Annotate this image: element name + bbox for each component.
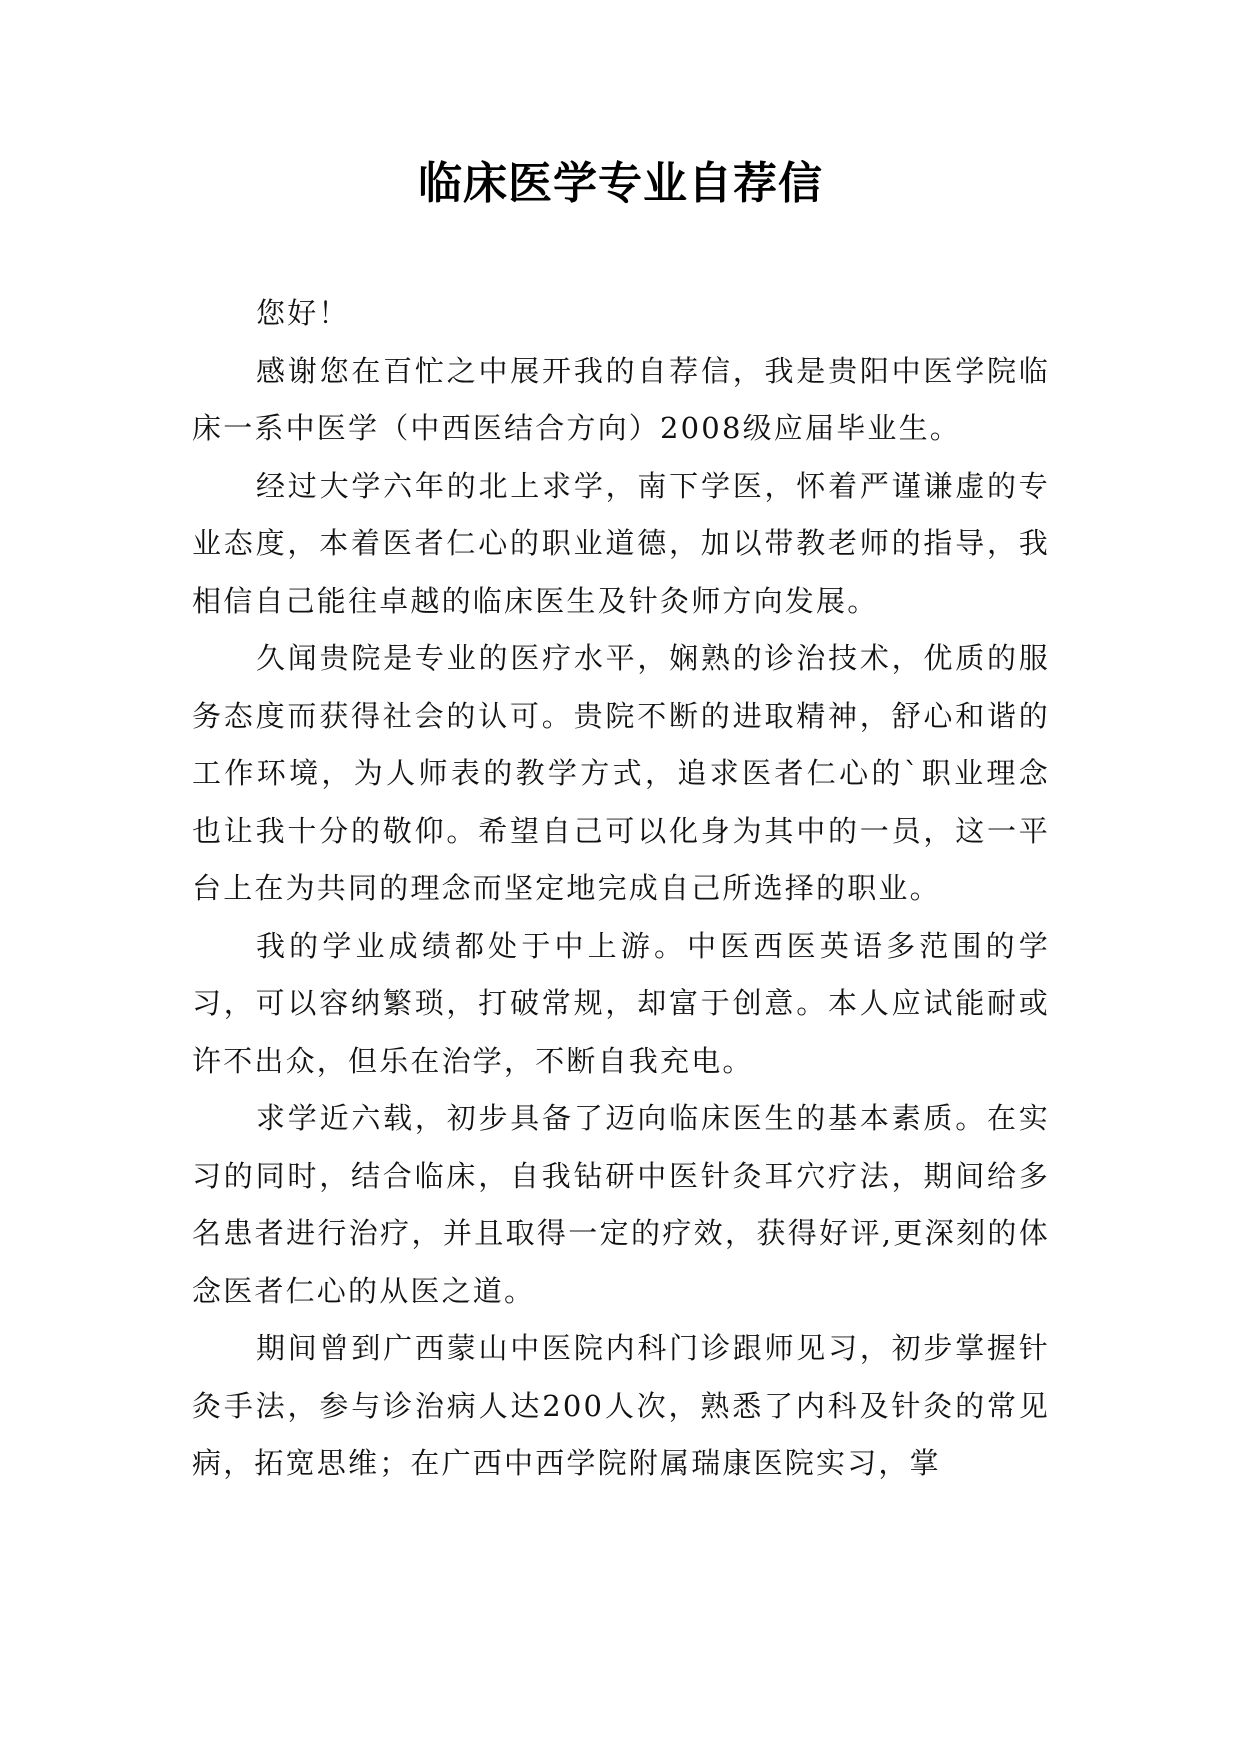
body-paragraph: 感谢您在百忙之中展开我的自荐信，我是贵阳中医学院临床一系中医学（中西医结合方向）2008级应届毕业生。 xyxy=(192,353,1050,445)
body-paragraph: 久闻贵院是专业的医疗水平，娴熟的诊治技术，优质的服务态度而获得社会的认可。贵院不断的进取精神，舒心和谐的工作环境，为人师表的教学方式，追求医者仁心的`职业理念也让我十分的敬仰。希望自己可以化身为其中的一员，这一平台上在为共同的理念而坚定地完成自己所选择的职业。 xyxy=(192,641,1050,905)
body-paragraph: 期间曾到广西蒙山中医院内科门诊跟师见习，初步掌握针灸手法，参与诊治病人达200人次，熟悉了内科及针灸的常见病，拓宽思维；在广西中西学院附属瑞康医院实习，掌 xyxy=(192,1331,1050,1480)
document-title: 临床医学专业自荐信 xyxy=(418,158,823,209)
greeting-paragraph: 您好！ xyxy=(256,296,350,330)
document-body xyxy=(192,285,1050,1493)
body-paragraph: 经过大学六年的北上求学，南下学医，怀着严谨谦虚的专业态度，本着医者仁心的职业道德，加以带教老师的指导，我相信自己能往卓越的临床医生及针灸师方向发展。 xyxy=(192,468,1050,618)
body-paragraph: 求学近六载，初步具备了迈向临床医生的基本素质。在实习的同时，结合临床，自我钻研中医针灸耳穴疗法，期间给多名患者进行治疗，并且取得一定的疗效，获得好评,更深刻的体念医者仁心的从医之道。 xyxy=(192,1101,1050,1308)
body-paragraph: 我的学业成绩都处于中上游。中医西医英语多范围的学习，可以容纳繁琐，打破常规，却富于创意。本人应试能耐或许不出众，但乐在治学，不断自我充电。 xyxy=(192,928,1050,1078)
